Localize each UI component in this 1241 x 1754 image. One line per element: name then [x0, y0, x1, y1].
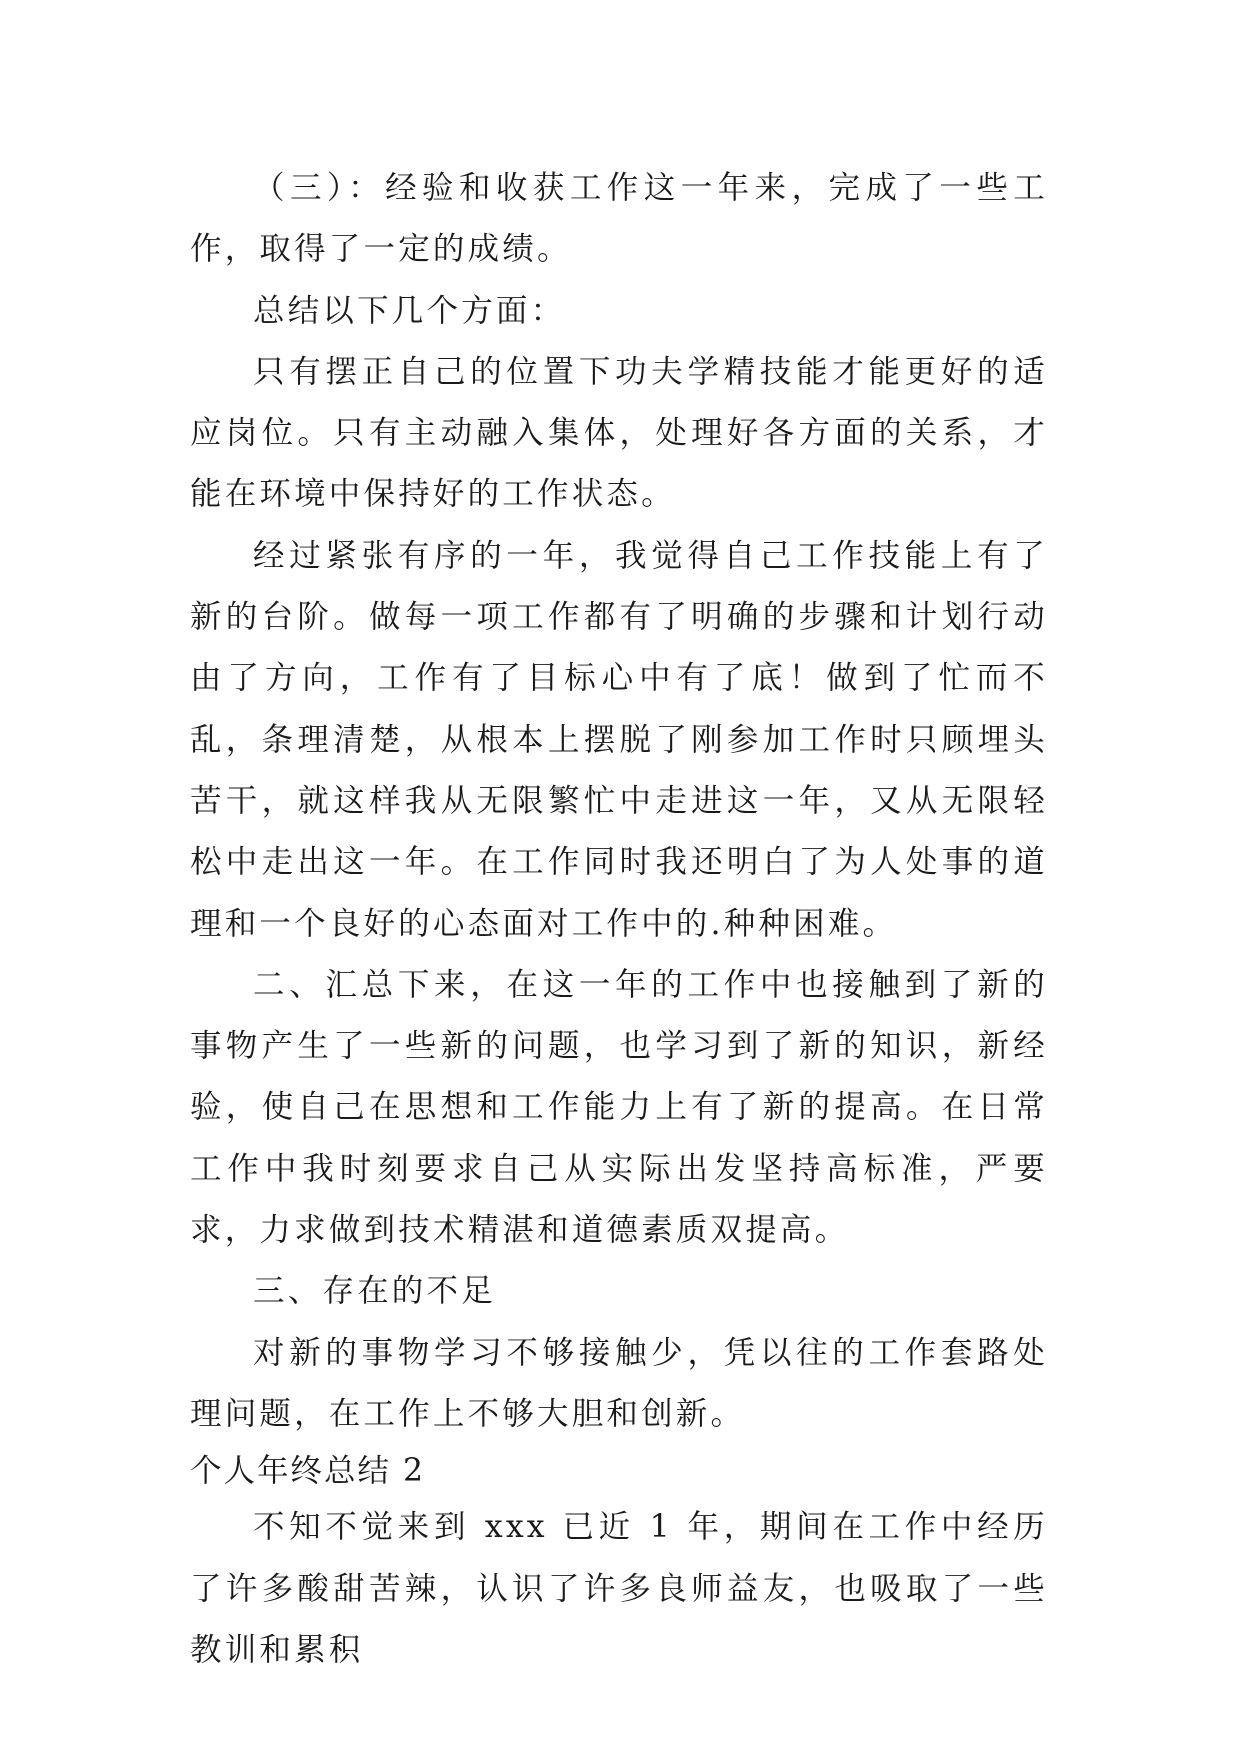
paragraph-shortcomings: 对新的事物学习不够接触少，凭以往的工作套路处理问题，在工作上不够大胆和创新。 [190, 1334, 1048, 1432]
paragraph-experience: （三）：经验和收获工作这一年来，完成了一些工作，取得了一定的成绩。 [190, 170, 1048, 268]
paragraph-closing: 不知不觉来到 xxx 已近 1 年，期间在工作中经历了许多酸甜苦辣，认识了许多良师益友，也吸取了一些教训和累积 [190, 1509, 1048, 1668]
paragraph-year-review: 经过紧张有序的一年，我觉得自己工作技能上有了新的台阶。做每一项工作都有了明确的步骤和计划行动由了方向，工作有了目标心中有了底！做到了忙而不乱，条理清楚，从根本上摆脱了刚参加工作时只顾埋头苦干，就这样我从无限繁忙中走进这一年，又从无限轻松中走出这一年。在工作同时我还明白了为人处事的道理和一个良好的心态面对工作中的.种种困难。 [190, 537, 1048, 942]
paragraph-section-three-heading: 三、存在的不足 [253, 1273, 496, 1310]
section-title: 个人年终总结 2 [190, 1453, 426, 1490]
document-body [190, 158, 1048, 1681]
paragraph-summary-intro: 总结以下几个方面： [253, 292, 566, 329]
paragraph-position: 只有摆正自己的位置下功夫学精技能才能更好的适应岗位。只有主动融入集体，处理好各方面的关系，才能在环境中保持好的工作状态。 [190, 353, 1048, 513]
paragraph-section-two: 二、汇总下来，在这一年的工作中也接触到了新的事物产生了一些新的问题，也学习到了新的知识，新经验，使自己在思想和工作能力上有了新的提高。在日常工作中我时刻要求自己从实际出发坚持高标准，严要求，力求做到技术精湛和道德素质双提高。 [190, 966, 1048, 1249]
